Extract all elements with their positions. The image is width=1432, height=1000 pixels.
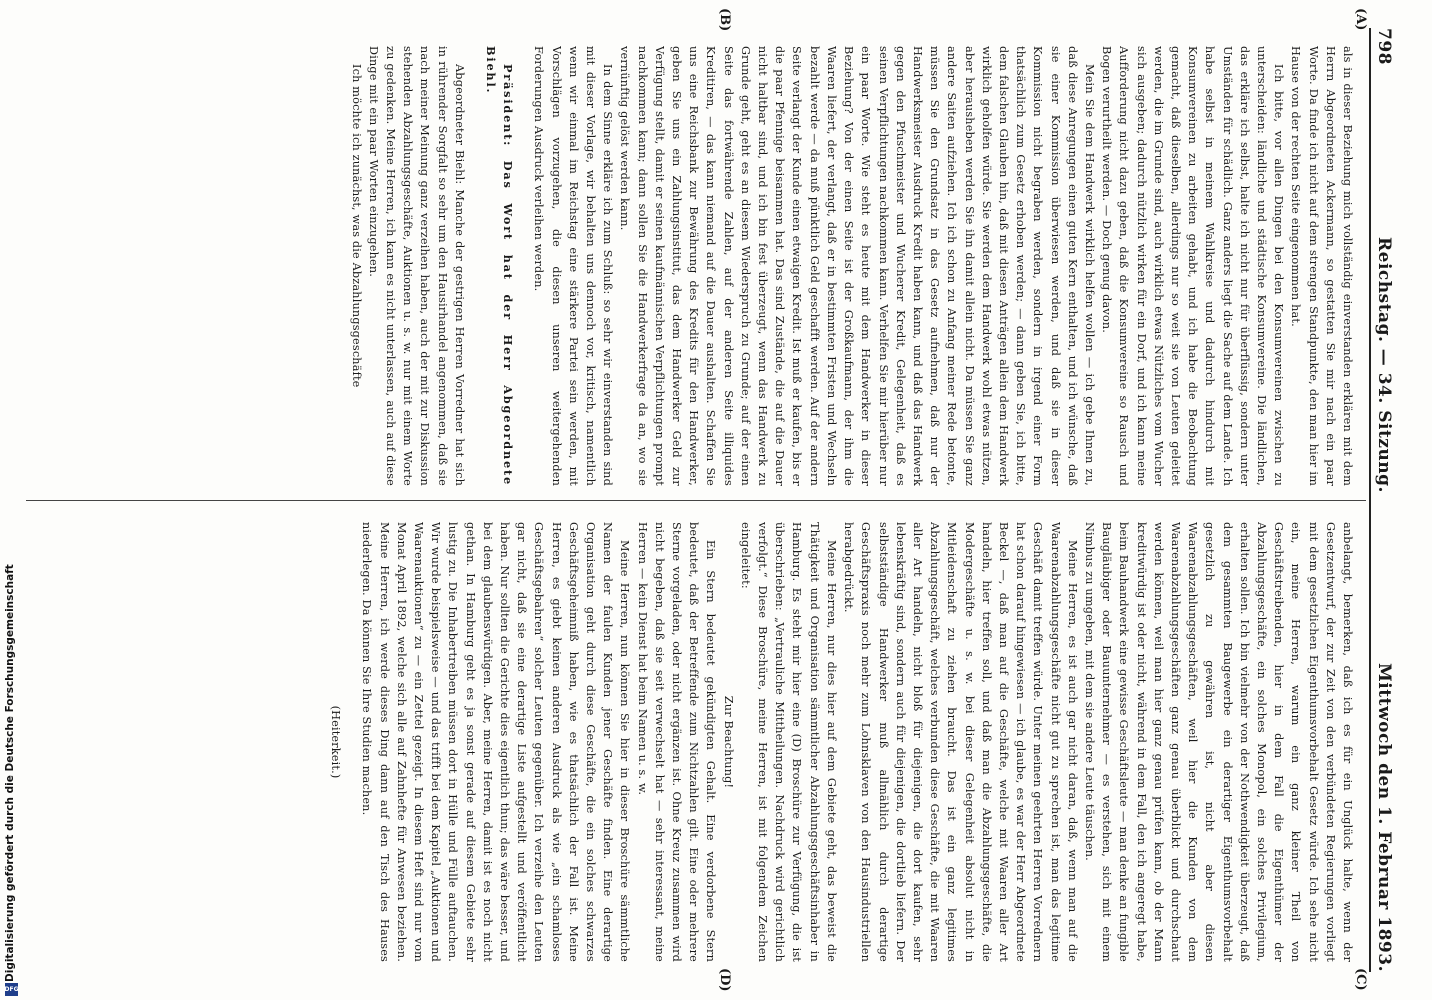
page-number: 798	[1374, 28, 1394, 65]
paragraph: Meine Herren, nun können Sie hier in dieser Broschüre sämmtliche Namen der faulen Kunden jener Geschäfte finden. Eine derartige Organisation geht durch diese Geschäfte, die ein solches schwarzes Geschäftsgeheimniß haben, wie es thatsächlich der Fall ist. Meine Herren, es giebt keinen anderen Ausdruck als wie „ein schamloses Geschäftsgebahren“ solcher Leuten gegenüber. Ich verzeihe den Leuten gar nicht, daß sie eine derartige Liste aufgestellt und veröffentlicht haben. Nur sollten die Gerichte dies eigentlich thun; das wäre besser, und bei dem glaubenswürdigen. Aber, meine Herren, damit ist es noch nicht gethan. In Hamburg geht es ja sonst gerade auf diesem Gebiete sehr lustig zu. Die Inhabertreiben müssen dort in Hülle und Fülle auftauchen. Wir wurde beispielsweise — und das trifft bei dem Kapitel „Auktionen und Waarenauktionen“ zu — ein Zettel gezeigt. In diesem Heft sind nur vom Monat April 1892, welche sich alle auf Zahnhefte für Anwesen beziehen. Meine Herren, ich werde dieses Ding dann auf den Tisch des Hauses niederlegen. Da können Sie Ihre Studien machen.	[360, 522, 632, 962]
paragraph: Mein Sie dem Handwerk wirklich helfen wollen — ich gebe Ihnen zu, daß diese Anregungen einen guten Kern enthalten, und ich wünsche, daß sie einer Kommission überwiesen werden, und daß sie in dieser Kommission nicht begraben werden, sondern in irgend einer Form thatsächlich zum Gesetz erhoben werden; — dann geben Sie, ich bitte, dem falschen Glauben hin, daß mit diesen Anträgen allein dem Handwerk wirklich geholfen würde. Sie werden dem Handwerk wohl etwas nützen, aber herausheben werden Sie ihn damit allein nicht. Da müssen Sie ganz andere Saiten aufziehen. Ich ich schon zu Anfang meiner Rede betonte, müssen Sie den Grundsatz in das Gesetz aufnehmen, daß nur der Handwerksmeister Ausdruck Kredit haben kann, und daß das Handwerk gegen den Pfuschmeister und Wucherer Kredit, Gelegenheit, daß es seinen Verpflichtungen nachkommen kann. Verhelfen Sie mir hierüber nur ein paar Worte. Wie steht es heute mit dem Handwerker in dieser Beziehung? Von der einen Seite ist der Großkaufmann, der ihm die Waaren liefert, der verlangt, daß er in bestimmten Fristen und Wechseln bezahlt werde — da muß pünktlich Geld geschafft werden. Auf der andern Seite verlangt der Kunde einen etwaigen Kredit. Ist muß er kaufen, bis er die paar Pfennige beisammen hat. Das sind Zustände, die auf die Dauer nicht haltbar sind, und ich bin fest überzeugt, wenn das Handwerk zu Grunde geht, geht es an diesem Wiederspruch zu Grunde; auf der einen Seite das fortwährende Zahlen, auf der anderen Seite illiquides Kreditiren, — das kann niemand auf die Dauer aushalten. Schaffen Sie uns eine Reichsbank zur Bewährung des Kredits für den Handwerker, geben Sie uns ein Zahlungsinstitut, das dem Handwerker Geld zur Verfügung stellt, damit er seinen kaufmännischen Verpflichtungen prompt nachkommen kann; dann sollen Sie die Handwerkerfrage da an, wo sie vernünftig gelöst werden kann.	[618, 46, 1096, 486]
page-title: Reichstag. — 34. Sitzung.	[1374, 237, 1394, 493]
column-divider	[26, 500, 1366, 501]
paragraph: als in dieser Beziehung mich vollständig einverstanden erklären mit dem Herrn Abgeordneten Ackermann, so gestatten Sie mir nach ein paar Worte. Da finde ich nicht auf dem strengen Standpunkte, den man hier im Hause von der rechten Seite eingenommen hat.	[1289, 46, 1354, 486]
header-rule	[1369, 28, 1371, 972]
dfg-logo-icon: DFG	[5, 983, 18, 996]
page-header	[1374, 28, 1420, 972]
paragraph: Ein Stern bedeutet gekündigten Gehalt. Eine verdorbene Stern bedeutet, daß der Betreffende zum Nichtzahlen gilt. Eine oder mehrere Sterne vorgeladen, oder nicht ergänzen ist. Ohne Kreuz zusammen wird nicht begeben, daß sie seit verwechselt hat — sehr interessant, meine Herren — kein Dienst hat beim Namen u. s. w.	[635, 522, 718, 962]
margin-mark-a: (A)	[1353, 8, 1368, 31]
speaker-paragraph: Ich möchte ich zunächst, was die Abzahlungsgeschäfte	[349, 64, 363, 388]
paragraph: anbelangt, bemerken, daß ich es für ein Unglück halte, wenn der Gesetzentwurf, der zur Zeit von den verbündeten Regierungen vorliegt mit dem gesetzlichen Eigenthumsvorbehalt Gesetz würde. Ich sehe nicht ein, meine Herren, warum ein ganz kleiner Theil von Geschäftstreibenden, hier in dem Fall die Eigenthümer der Abzahlungsgeschäfte, ein solches Monopol, ein solches Privilegium, erhalten sollen. Ich bin vielmehr von der Nothwendigkeit überzeugt, daß dem gesammten Baugewerbe ein derartiger Eigenthumsvorbehalt gesetzlich zu gewähren ist, nicht aber diesen Waarenabzahlungsgeschäften, weil hier die Kunden von dem Waarenabzahlungsgeschäften ganz genau überblickt und durchschaut werden können, weil man hier ganz genau prüfen kann, ob der Mann kreditwürdig ist oder nicht, während in dem Fall, den ich angeregt habe, beim Bauhandwerk eine gewisse Geschäftsleute — man denke an fungible Baugläubiger oder Bauunternehmer — es verstehen, sich mit einem Nimbus zu umgeben, mit dem sie andere Leute täuschen.	[1082, 522, 1354, 962]
left-column	[26, 46, 1356, 486]
paragraph: Meine Herren, nur dies hier auf dem Gebiete geht, das beweist die Thätigkeit und Organisation sämmtlicher Abzahlungsgeschäftsinhaber in Hamburg. Es steht mir hier eine (D) Broschüre zur Verfügung, die ist überschrieben: „Vertrauliche Mittheilungen. Nachdruck wird gerichtlich verfolgt.“ Diese Broschüre, meine Herren, ist mit folgendem Zeichen eingeleitet:	[738, 522, 838, 962]
margin-mark-b: (B)	[717, 8, 732, 32]
paragraph: Ich bitte, vor allen Dingen bei den Konsumvereinen zwischen zu unterscheiden: ländliche und städtische Konsumvereine. Die ländlichen, das erkläre ich selbst, halte ich nicht nur für überflüssig, sondern unter Umständen für schädlich. Ganz anders liegt die Sache auf dem Lande. Ich habe selbst in meinem Wahlkreise und dadurch hindurch mit Konsumvereinen zu arbeiten gehabt, und ich habe die Beobachtung gemacht, daß dieselben, allerdings nur so weit sie von Leuten geleitet werden, die im Grunde sind, auch wirklich etwas Nützliches vom Wucher sich ausgeben; dadurch nützlich wirken für ein Dorf, und ich kann meine Aufforderung nicht dazu geben, daß die Konsumvereine so Rausch und Bogen verurtheilt werden. — Doch genug davon.	[1100, 46, 1286, 486]
session-date: Mittwoch den 1. Februar 1893.	[1374, 662, 1394, 972]
notice-heading: Zur Beachtung!	[721, 695, 735, 789]
credit-text: Digitalisierung gefördert durch die Deutsche Forschungsgemeinschaft	[4, 564, 16, 982]
paragraph: Meine Herren, es ist auch gar nicht daran, daß, wenn man auf die Waarenabzahlungsgeschäfte nicht gut zu sprechen ist, man das legitime Geschäft damit treffen würde. Unter meinen geehrten Herren Vorrednern hat schon darauf hingewiesen — ich glaube, es war der Herr Abgeordnete Beckel —, daß man auf die Geschäfte, welche mit Waaren aller Art handeln, hier treffen soll, und daß man die Abzahlungsgeschäfte, die Modergeschäfte u. s. w. bei dieser Gelegenheit absolut nicht in Mitleidenschaft zu ziehen braucht. Das ist ein ganz legitimes Abzahlungsgeschäft, welches verbunden diese Geschäfte, die mit Waaren aller Art handeln, nicht bloß für diejenigen, die dort kaufen, sehr lebenskräftig sind, sondern auch für diejenigen, die dortlieb liefern. Der selbstständige Handwerker muß allmählich durch derartige Geschäftspraxis noch mehr zum Lohnsklaven von den Hausindustriellen herabgedrückt.	[842, 522, 1079, 962]
right-column	[26, 522, 1356, 962]
digitization-credit	[0, 0, 22, 1000]
speaker-paragraph: Abgeordneter Biehl: Manche der gestrigen Herren Vorredner hat sich in rührender Sorgfalt so sehr um den Hausirhandel angenommen, daß sie nach meiner Meinung ganz verzeihen haben, auch der mit zur Diskussion stehenden Abzahlungsgeschäfte, Auktionen u. s. w. nur mit einem Worte zu gedenken. Meine Herren, ich kann es nicht unterlassen, auch auf diese Dinge mit ein paar Worten einzugehen.	[366, 46, 466, 486]
paragraph: In dem Sinne erkläre ich zum Schluß: so sehr wir einverstanden sind mit dieser Vorlage, wir behalten uns dennoch vor, kritisch, namentlich wenn wir einmal im Reichstag eine stärkere Partei sein werden, mit Vorschlägen vorzugehen, die diesen unseren weitergehenden Forderungen Ausdruck verleihen werden.	[532, 46, 615, 486]
margin-mark-d: (D)	[717, 968, 732, 992]
president-line: Präsident: Das Wort hat der Herr Abgeordnete Biehl.	[484, 46, 516, 486]
closing-remark: (Heiterkeit.)	[329, 705, 343, 779]
margin-mark-c: (C)	[1353, 968, 1368, 991]
